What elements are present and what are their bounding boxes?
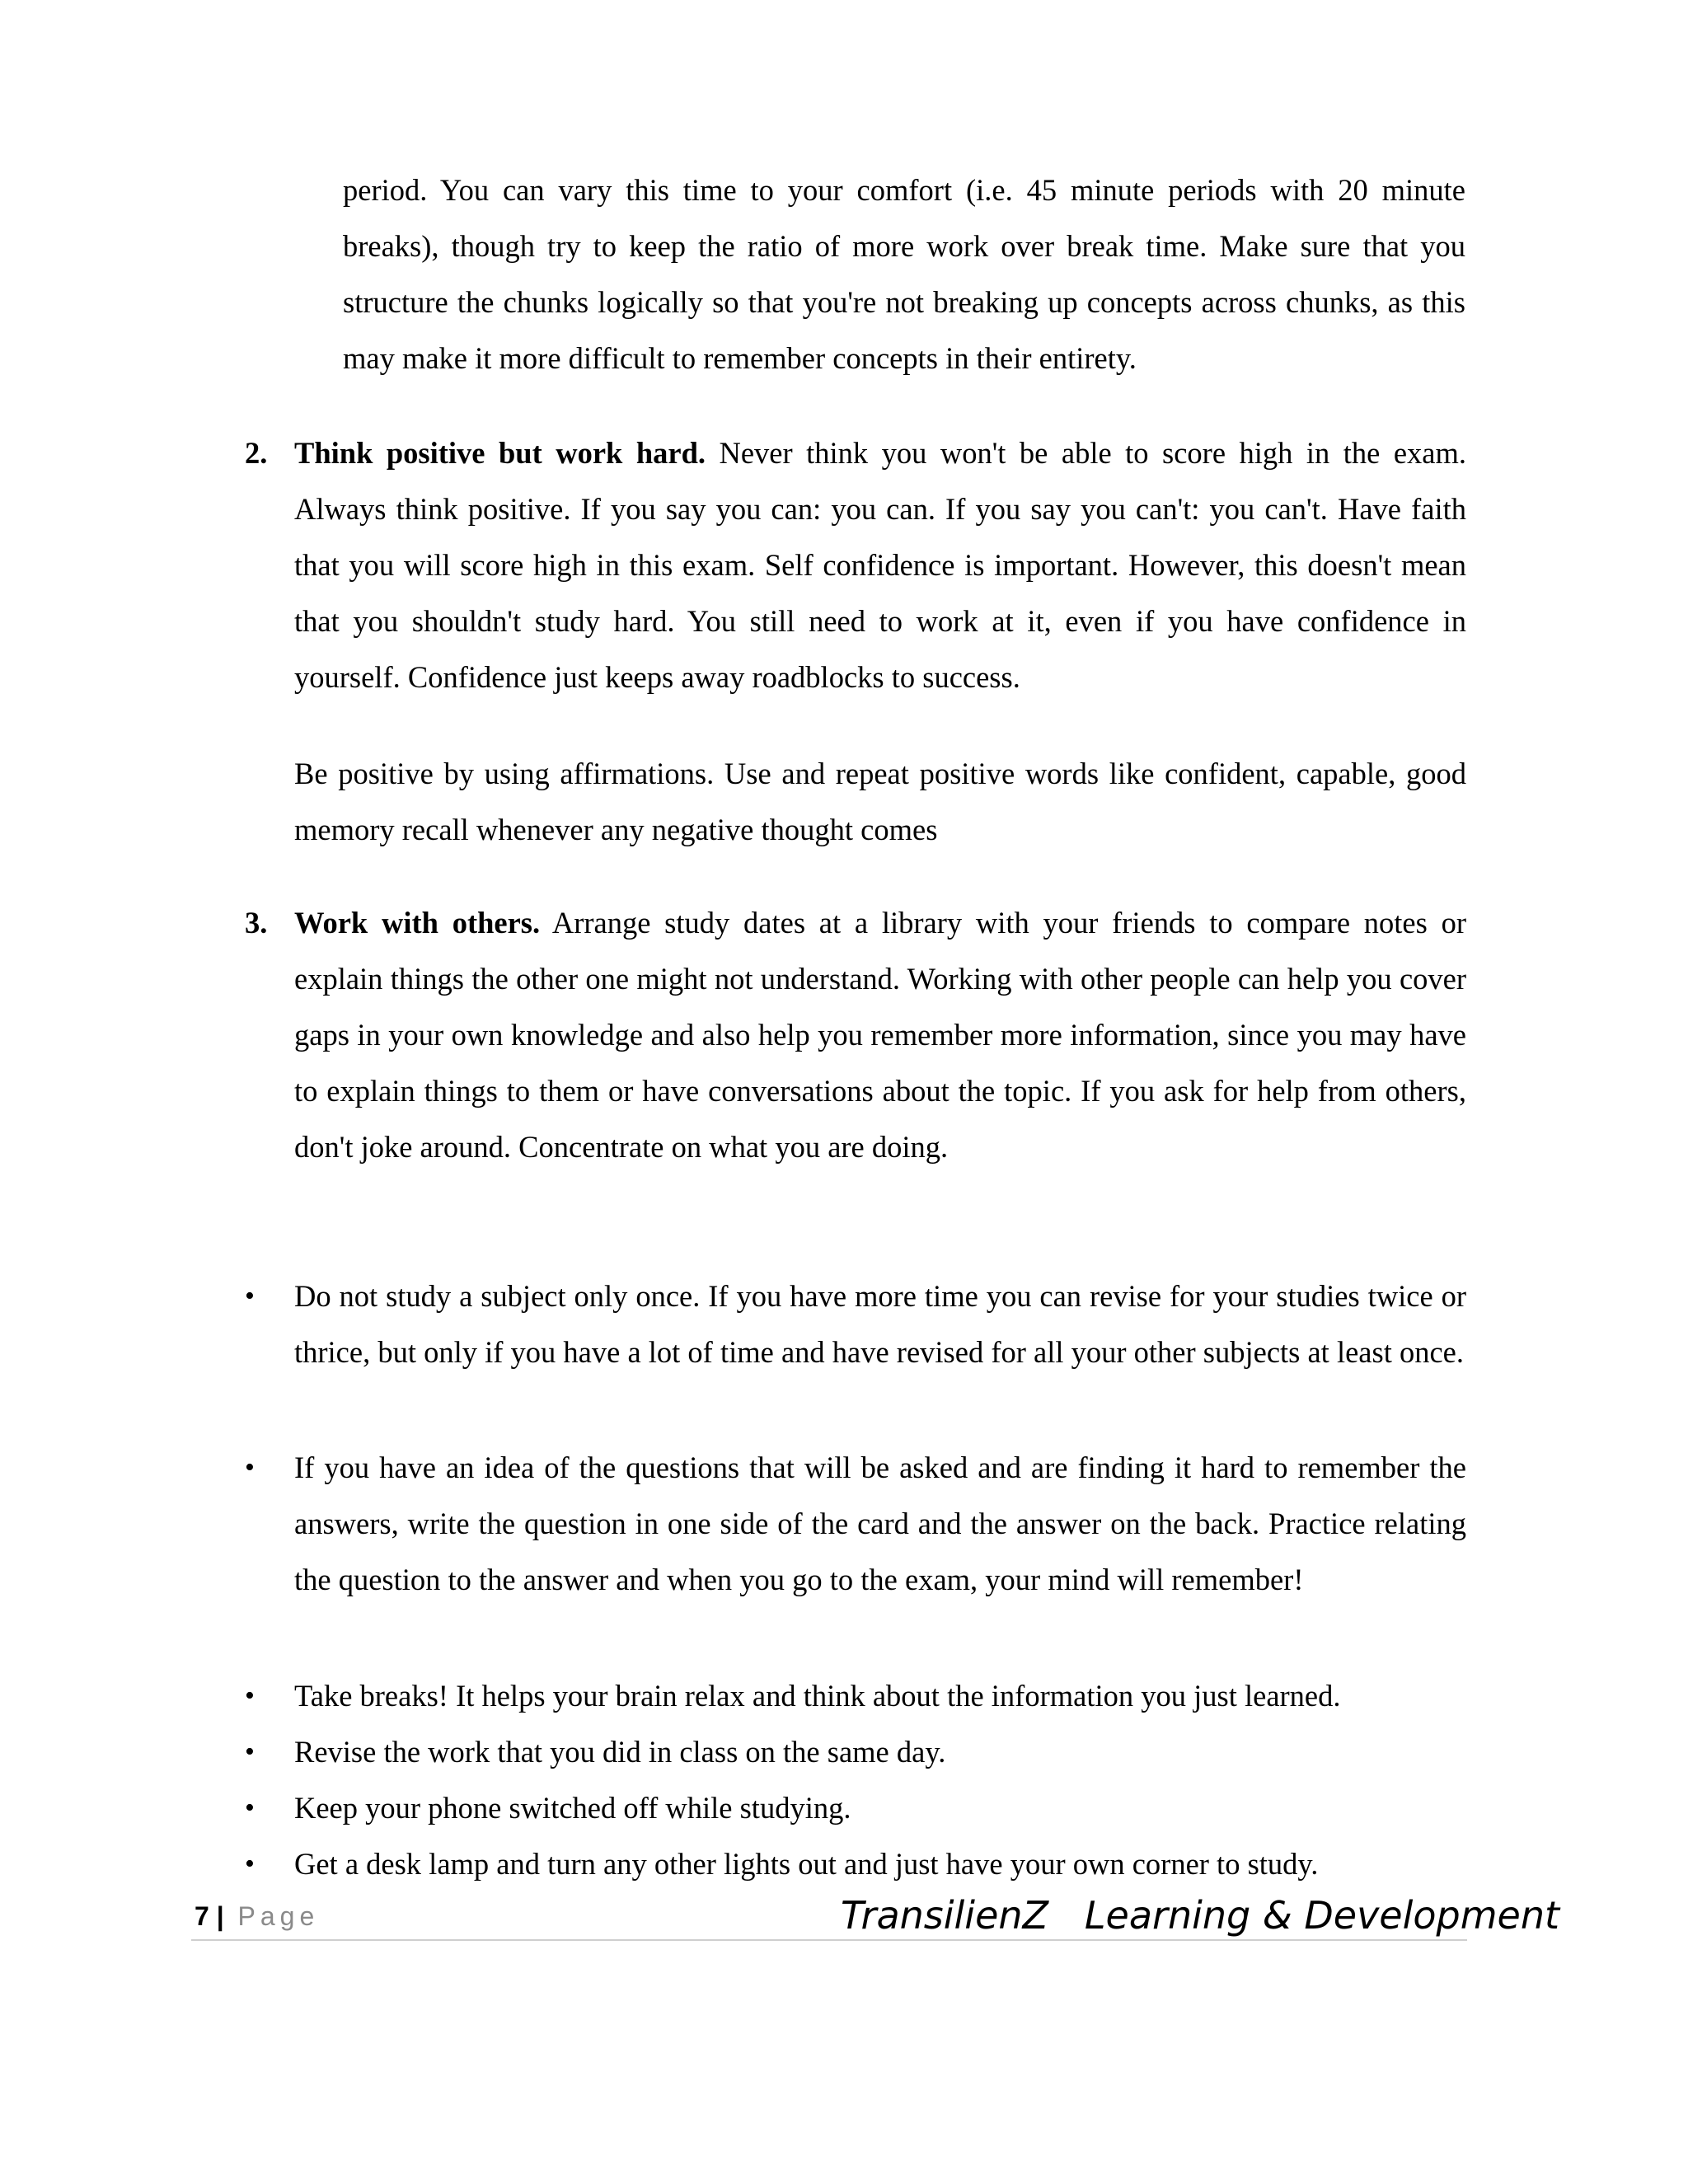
bullet-item-6: Get a desk lamp and turn any other lights out and just have your own corner to study.: [294, 1847, 1319, 1881]
item3-paragraph: [294, 895, 1466, 1175]
bullet-item-5: Keep your phone switched off while studying.: [294, 1791, 851, 1825]
footer-divider: [191, 1939, 1467, 1941]
item2-heading: Think positive but work hard.: [294, 436, 706, 470]
bullet-item-3: Take breaks! It helps your brain relax and think about the information you just learned.: [294, 1679, 1341, 1713]
bullet-dot: •: [245, 1736, 255, 1767]
bullet-item-4: Revise the work that you did in class on the same day.: [294, 1735, 946, 1769]
item3-heading: Work with others.: [294, 906, 541, 940]
item2-text: Never think you won't be able to score high in the exam. Always think positive. If you say you can: you can. If you say you can't: you can't. Have faith that you will score high in this exam. Self confidence is important. However, this doesn't mean that you shouldn't study hard. You still need to work at it, even if you have confidence in yourself. Confidence just keeps away roadblocks to success.: [294, 436, 1466, 694]
footer-separator: |: [216, 1901, 224, 1931]
item2-number: 2.: [245, 436, 268, 470]
bullet-dot: •: [245, 1849, 255, 1879]
bullet-dot: •: [245, 1680, 255, 1711]
footer-brand: TransilienZ Learning & Development: [841, 1893, 1560, 1938]
item3-number: 3.: [245, 906, 268, 940]
page-word: Page: [237, 1901, 320, 1931]
item2-affirmation-text: Be positive by using affirmations. Use and repeat positive words like confident, capable, good memory recall whenever any negative thought comes: [294, 757, 1466, 846]
bullet-item-2: If you have an idea of the questions that will be asked and are finding it hard to remember the answers, write the question in one side of the card and the answer on the back. Practice relating the question to the answer and when you go to the exam, your mind will remember!: [294, 1451, 1466, 1596]
item2-paragraph: [294, 425, 1466, 705]
item1-continuation-text: period. You can vary this time to your comfort (i.e. 45 minute periods with 20 minute breaks), though try to keep the ratio of more work over break time. Make sure that you structure the chunks logically so that you're not breaking up concepts across chunks, as this may make it more difficult to remember concepts in their entirety.: [343, 173, 1465, 375]
item3-text: Arrange study dates at a library with your friends to compare notes or explain things the other one might not understand. Working with other people can help you cover gaps in your own knowledge and also help you remember more information, since you may have to explain things to them or have conversations about the topic. If you ask for help from others, don't joke around. Concentrate on what you are doing.: [294, 906, 1466, 1164]
page-footer-number: [195, 1896, 319, 1937]
bullet-dot: •: [245, 1281, 255, 1311]
bullet-dot: •: [245, 1452, 255, 1483]
bullet-item-1: Do not study a subject only once. If you have more time you can revise for your studies twice or thrice, but only if you have a lot of time and have revised for all your other subjects at least once.: [294, 1279, 1466, 1369]
bullet-dot: •: [245, 1793, 255, 1823]
page-number: 7: [195, 1901, 209, 1931]
